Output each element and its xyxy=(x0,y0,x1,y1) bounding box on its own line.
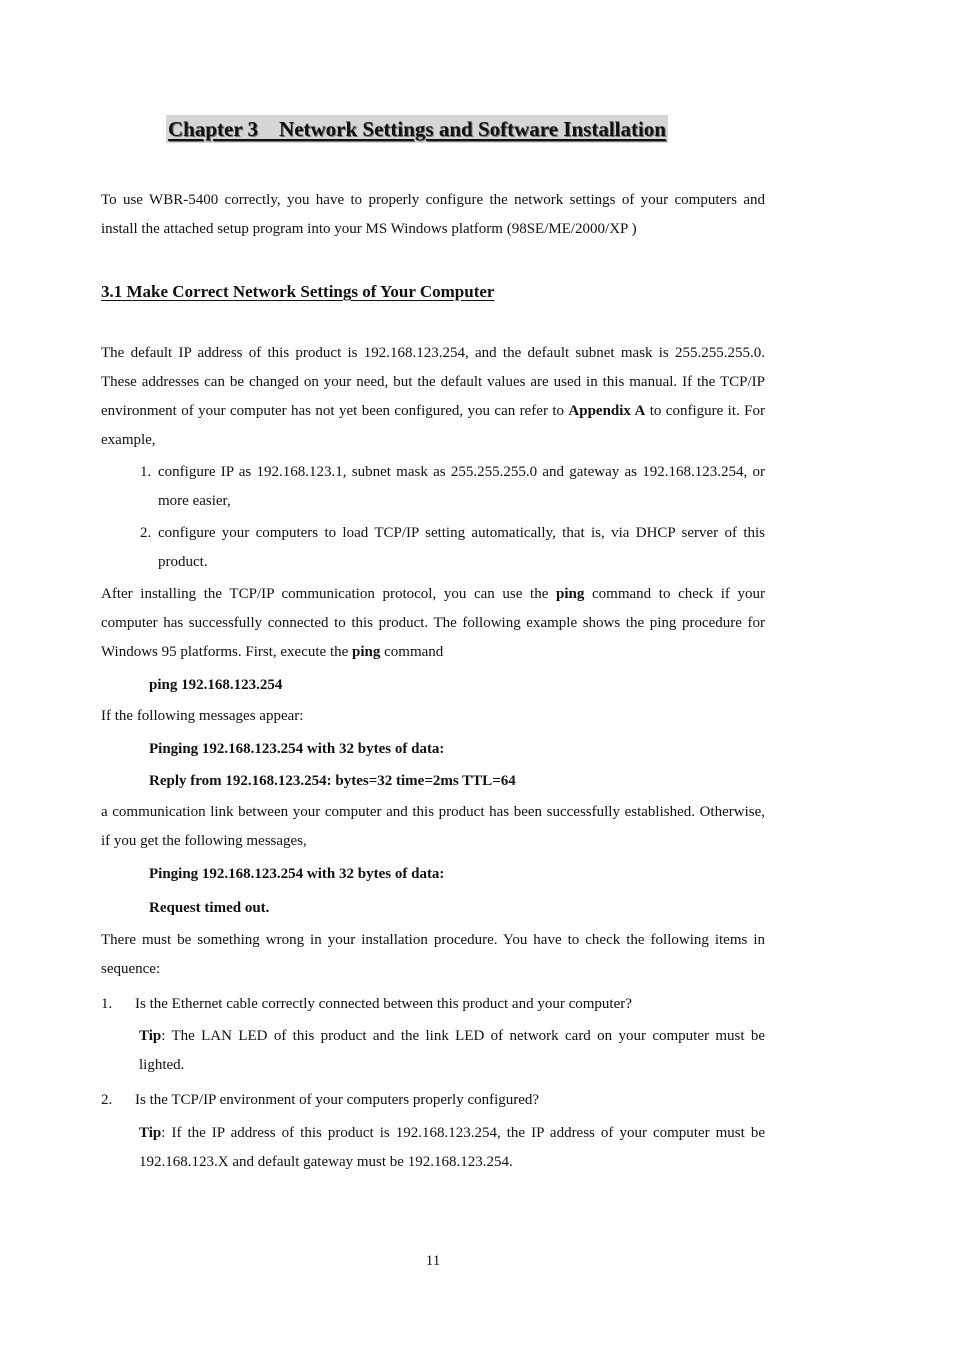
troubleshoot-paragraph: There must be something wrong in your installation procedure. You have to check the following items in sequence: xyxy=(101,932,765,977)
ping-keyword: ping xyxy=(352,644,381,660)
check-question: Is the TCP/IP environment of your computers properly configured? xyxy=(135,1092,540,1108)
config-option-2 xyxy=(136,519,765,577)
tip-text: : If the IP address of this product is 192.168.123.254, the IP address of your computer must be 192.168.123.X and default gateway must be 192.168.123.254. xyxy=(139,1125,765,1170)
success-output-line-1: Pinging 192.168.123.254 with 32 bytes of data: xyxy=(149,741,445,757)
tip-label: Tip xyxy=(139,1028,162,1044)
page-number: 11 xyxy=(425,1253,441,1269)
config-option-1 xyxy=(136,458,765,516)
ping-text-c: command xyxy=(380,644,444,660)
ping-command: ping 192.168.123.254 xyxy=(149,677,283,693)
option-text: configure IP as 192.168.123.1, subnet mask as 255.255.255.0 and gateway as 192.168.123.254, or more easier, xyxy=(158,464,765,509)
check-number: 1. xyxy=(101,996,113,1012)
fail-output-line-1: Pinging 192.168.123.254 with 32 bytes of data: xyxy=(149,866,445,882)
chapter-title: Chapter 3 Network Settings and Software Installation xyxy=(168,117,666,141)
ping-text-b: command to check if your computer has successfully connected to this product. The following example shows the ping procedure for Windows 95 platforms. First, execute the xyxy=(101,586,765,660)
tip-1 xyxy=(139,1022,765,1080)
success-output-line-2: Reply from 192.168.123.254: bytes=32 time=2ms TTL=64 xyxy=(149,773,516,789)
ping-keyword: ping xyxy=(556,586,585,602)
appendix-reference: Appendix A xyxy=(568,403,646,419)
default-ip-text: The default IP address of this product is 192.168.123.254, and the default subnet mask is 255.255.255.0. These addresses can be changed on your need, but the default values are used in this manual. If the TCP/IP environment of your computer has not yet been configured, you can refer to xyxy=(101,345,765,419)
check-question: Is the Ethernet cable correctly connected between this product and your computer? xyxy=(135,996,632,1012)
option-number: 2. xyxy=(140,525,152,541)
tip-2 xyxy=(139,1119,765,1177)
ping-text-a: After installing the TCP/IP communication protocol, you can use the xyxy=(101,586,557,602)
section-heading: 3.1 Make Correct Network Settings of Your Computer xyxy=(101,282,495,301)
tip-label: Tip xyxy=(139,1125,162,1141)
default-ip-text-end: to configure it. For example, xyxy=(101,403,765,448)
tip-text: : The LAN LED of this product and the link LED of network card on your computer must be lighted. xyxy=(139,1028,765,1073)
option-text: configure your computers to load TCP/IP setting automatically, that is, via DHCP server of this product. xyxy=(158,525,765,570)
default-ip-paragraph xyxy=(101,339,765,455)
option-number: 1. xyxy=(140,464,152,480)
check-number: 2. xyxy=(101,1092,113,1108)
intro-paragraph: To use WBR-5400 correctly, you have to properly configure the network settings of your computers and install the attached setup program into your MS Windows platform (98SE/ME/2000/XP ) xyxy=(101,192,765,237)
success-paragraph: a communication link between your computer and this product has been successfully established. Otherwise, if you get the following messages, xyxy=(101,804,765,849)
ping-instructions-paragraph xyxy=(101,580,765,667)
fail-output-line-2: Request timed out. xyxy=(149,900,270,916)
if-messages-line: If the following messages appear: xyxy=(101,708,304,724)
